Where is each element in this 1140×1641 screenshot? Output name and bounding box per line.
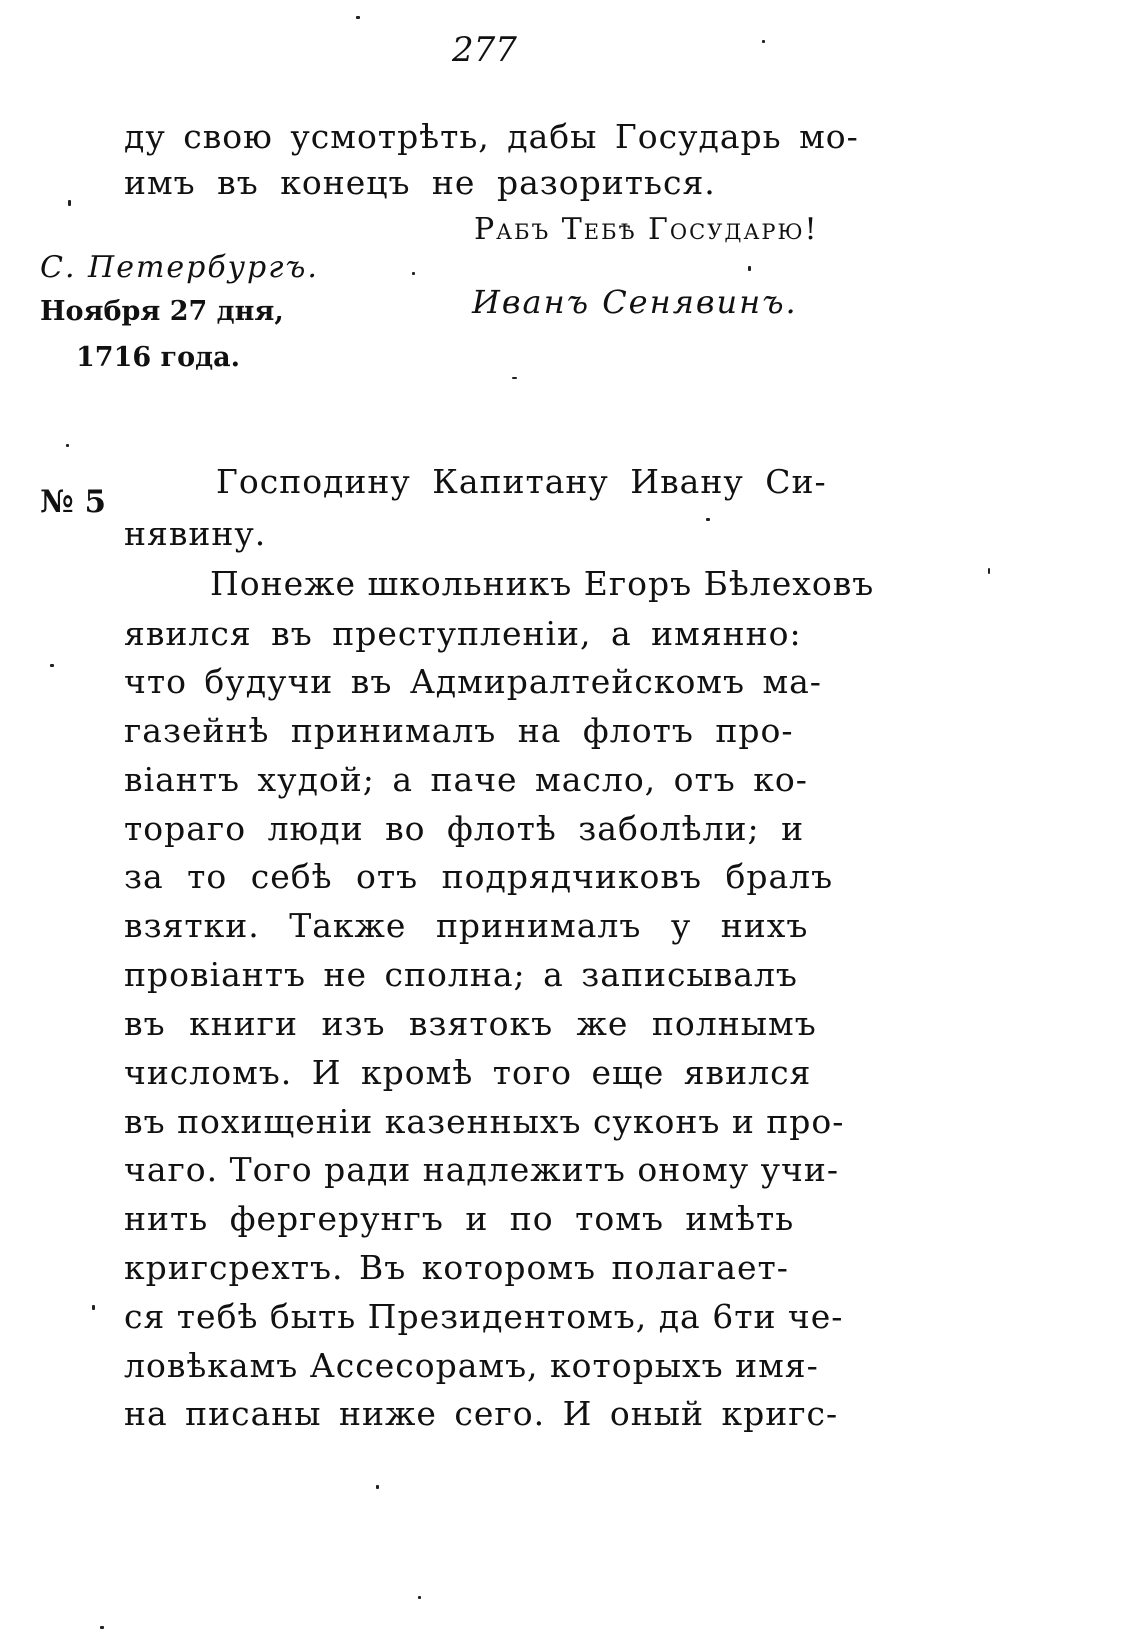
scan-speck [762,40,765,43]
body-line: за то себѣ отъ подрядчиковъ бралъ [124,857,834,896]
document-number: № 5 [40,484,107,520]
scan-speck [706,518,710,521]
scan-speck [418,1596,421,1599]
body-line: Понеже школьникъ Егоръ Бѣлеховъ [210,564,875,603]
scan-speck [512,377,517,379]
body-line: ся тебѣ быть Президентомъ, да 6ти че- [124,1297,844,1336]
body-line: кригсрехтъ. Въ которомъ полагает- [124,1248,789,1287]
scan-speck [356,16,360,19]
date-line: Ноября 27 дня, [40,296,284,327]
scan-speck [100,1626,104,1629]
top-text-line: имъ въ конецъ не разориться. [124,163,716,202]
scan-speck [748,266,751,271]
scan-speck [66,444,69,447]
body-line: взятки. Также принималъ у нихъ [124,906,809,945]
year-line: 1716 года. [76,342,240,373]
body-line: тораго люди во флотѣ заболѣли; и [124,809,805,848]
body-line: газейнѣ принималъ на флотъ про- [124,711,794,750]
body-line: чаго. Того ради надлежитъ оному учи- [124,1150,840,1189]
body-line: нить фергерунгъ и по томъ имѣть [124,1199,795,1238]
body-line: провіантъ не сполна; а записывалъ [124,955,798,994]
scan-speck [50,664,54,667]
scan-speck [412,272,415,275]
scan-speck [68,200,71,206]
place-label: С. Петербургъ. [40,250,319,285]
address-line: нявину. [124,514,267,553]
signature-name: Иванъ Сенявинъ. [472,283,798,321]
body-line: въ книги изъ взятокъ же полнымъ [124,1004,817,1043]
body-line: ловѣкамъ Ассесорамъ, которыхъ имя- [124,1346,819,1385]
page-number: 277 [452,30,517,70]
scan-speck [376,1485,379,1489]
body-line: въ похищеніи казенныхъ суконъ и про- [124,1102,845,1141]
body-line: числомъ. И кромѣ того еще явился [124,1053,812,1092]
body-line: явился въ преступленіи, а имянно: [124,614,802,653]
scan-speck [92,1305,95,1310]
body-line: что будучи въ Адмиралтейскомъ ма- [124,662,822,701]
scan-speck [988,568,990,574]
body-line: на писаны ниже сего. И оный кригс- [124,1394,839,1433]
top-text-line: ду свою усмотрѣть, дабы Государь мо- [124,117,859,156]
body-line: віантъ худой; а паче масло, отъ ко- [124,760,808,799]
signature-closing: Рабъ Тебѣ Государю! [474,212,819,247]
address-line: Господину Капитану Ивану Си- [216,462,827,501]
